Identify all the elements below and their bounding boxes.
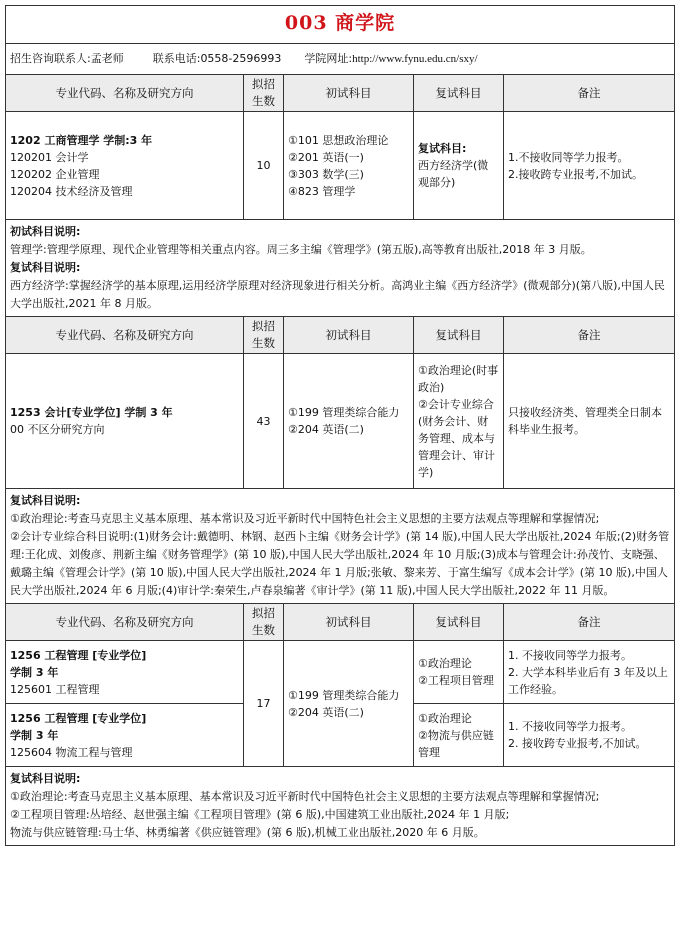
header-major: 专业代码、名称及研究方向 — [6, 604, 244, 641]
admissions-table — [5, 5, 675, 846]
initial-subject: ②204 英语(二) — [288, 705, 364, 719]
section3-retest-b — [414, 704, 504, 767]
header-retest: 复试科目 — [414, 75, 504, 112]
section1-remark — [504, 112, 675, 220]
section1-major-item: 120202 企业管理 — [10, 167, 100, 181]
section2-initial — [284, 354, 414, 489]
header-retest: 复试科目 — [414, 317, 504, 354]
contact-site-link[interactable]: http://www.fynu.edu.cn/sxy/ — [352, 53, 478, 65]
header-plan: 拟招生数 — [244, 75, 284, 112]
initial-subject: ②201 英语(一) — [288, 150, 364, 164]
header-initial: 初试科目 — [284, 75, 414, 112]
initial-subject: ③303 数学(三) — [288, 167, 364, 181]
page-title: 003 商学院 — [284, 12, 396, 34]
retest-item: ①政治理论 — [418, 657, 472, 670]
initial-subject: ④823 管理学 — [288, 184, 356, 198]
section3-major-sub: 学制 3 年 — [10, 665, 59, 679]
note-body: 管理学:管理学原理、现代企业管理等相关重点内容。周三多主编《管理学》(第五版),高等教育出版社,2018 年 3 月版。 — [10, 243, 592, 256]
note-title: 初试科目说明: — [10, 225, 81, 238]
section3-major-title: 1256 工程管理 [专业学位] — [10, 648, 147, 662]
section3-major-a — [6, 641, 244, 704]
section1-row — [6, 112, 675, 220]
section1-major-title: 1202 工商管理学 学制:3 年 — [10, 133, 153, 147]
note-body: 物流与供应链管理:马士华、林勇编著《供应链管理》(第 6 版),机械工业出版社,2020 年 6 月版。 — [10, 826, 485, 839]
section2-major — [6, 354, 244, 489]
initial-subject: ①101 思想政治理论 — [288, 133, 389, 147]
header-remark: 备注 — [504, 75, 675, 112]
initial-subject: ①199 管理类综合能力 — [288, 688, 400, 702]
section1-initial — [284, 112, 414, 220]
retest-item: ②会计专业综合(财务会计、财务管理、成本与管理会计、审计学) — [418, 397, 495, 479]
section3-major-sub: 学制 3 年 — [10, 728, 59, 742]
section1-major-item: 120204 技术经济及管理 — [10, 184, 133, 198]
section3-remark-b — [504, 704, 675, 767]
section3-plan: 17 — [244, 641, 284, 767]
section1-major-item: 120201 会计学 — [10, 150, 89, 164]
section1-retest — [414, 112, 504, 220]
initial-subject: ②204 英语(二) — [288, 423, 364, 436]
note-body: 西方经济学:掌握经济学的基本原理,运用经济学原理对经济现象进行相关分析。高鸿业主编《西方经济学》(微观部分)(第八版),中国人民大学出版社,2021 年 8 月版。 — [10, 279, 665, 310]
section2-major-title: 1253 会计[专业学位] 学制 3 年 — [10, 406, 173, 419]
remark-line: 2. 接收跨专业报考,不加试。 — [508, 737, 647, 750]
retest-item: ①政治理论(时事政治) — [418, 363, 499, 394]
header-major: 专业代码、名称及研究方向 — [6, 317, 244, 354]
section2-plan: 43 — [244, 354, 284, 489]
header-plan: 拟招生数 — [244, 317, 284, 354]
title-cell — [6, 6, 675, 44]
note-body: ①政治理论:考查马克思主义基本原理、基本常识及习近平新时代中国特色社会主义思想的主要方法观点等理解和掌握情况; — [10, 790, 600, 803]
header-remark: 备注 — [504, 317, 675, 354]
section3-retest-a — [414, 641, 504, 704]
remark-line: 1. 不接收同等学力报考。 — [508, 648, 632, 662]
header-row — [6, 604, 675, 641]
note-body: ②会计专业综合科目说明:(1)财务会计:戴德明、林钢、赵西卜主编《财务会计学》(第 14 版),中国人民大学出版社,2024 年版;(2)财务管理:王化成、刘俊彦、荆新主编《财务管理学》(第 10 版),中国人民大学出版社,2024 年 10 月版;(3)成本与管理会计:孙茂竹、支晓强、戴璐主编《管理会计学》(第 10 版),中国人民大学出版社,2024 年 1 月版;张敏、黎来芳、于富生编写《成本会计学》(第 10 版),中国人民大学出版社,2024 年 6 月版;(4)审计学:秦荣生,卢春泉编著《审计学》(第 11 版),中国人民大学出版社,2022 年 11 月版。 — [10, 530, 670, 597]
retest-item: ②工程项目管理 — [418, 674, 494, 687]
section2-remark: 只接收经济类、管理类全日制本科毕业生报考。 — [504, 354, 675, 489]
section2-major-sub: 00 不区分研究方向 — [10, 423, 105, 436]
section2-retest — [414, 354, 504, 489]
header-major: 专业代码、名称及研究方向 — [6, 75, 244, 112]
retest-item: ①政治理论 — [418, 711, 472, 725]
retest-title: 复试科目: — [418, 142, 467, 155]
note-title: 复试科目说明: — [10, 772, 81, 785]
contact-row — [6, 44, 675, 75]
contact-site-label: 学院网址: — [304, 52, 353, 65]
note-title: 复试科目说明: — [10, 494, 81, 507]
remark-line: 1. 不接收同等学力报考。 — [508, 720, 632, 733]
contact-person: 孟老师 — [90, 52, 124, 65]
section3-major-title: 1256 工程管理 [专业学位] — [10, 711, 147, 725]
section1-plan: 10 — [244, 112, 284, 220]
section3-major-sub: 125604 物流工程与管理 — [10, 745, 133, 759]
admissions-page — [5, 5, 674, 846]
section3-initial — [284, 641, 414, 767]
retest-body: 西方经济学(微观部分) — [418, 159, 489, 189]
remark-line: 2.接收跨专业报考,不加试。 — [508, 167, 643, 181]
section3-remark-a — [504, 641, 675, 704]
section2-notes — [6, 489, 675, 604]
contact-phone: 0558-2596993 — [200, 52, 282, 65]
section3-row-a — [6, 641, 675, 704]
header-initial: 初试科目 — [284, 604, 414, 641]
header-plan: 拟招生数 — [244, 604, 284, 641]
header-remark: 备注 — [504, 604, 675, 641]
header-retest: 复试科目 — [414, 604, 504, 641]
note-body: ①政治理论:考查马克思主义基本原理、基本常识及习近平新时代中国特色社会主义思想的主要方法观点等理解和掌握情况; — [10, 512, 600, 525]
section1-major — [6, 112, 244, 220]
section3-notes — [6, 767, 675, 846]
initial-subject: ①199 管理类综合能力 — [288, 406, 400, 419]
header-row — [6, 317, 675, 354]
remark-line: 1.不接收同等学力报考。 — [508, 150, 629, 164]
section3-major-b — [6, 704, 244, 767]
section2-row — [6, 354, 675, 489]
section1-notes — [6, 220, 675, 317]
retest-item: ②物流与供应链管理 — [418, 728, 494, 759]
header-initial: 初试科目 — [284, 317, 414, 354]
header-row — [6, 75, 675, 112]
remark-line: 2. 大学本科毕业后有 3 年及以上工作经验。 — [508, 665, 668, 696]
section3-major-sub: 125601 工程管理 — [10, 682, 100, 696]
note-body: ②工程项目管理:丛培经、赵世强主编《工程项目管理》(第 6 版),中国建筑工业出版社,2024 年 1 月版; — [10, 808, 510, 821]
contact-phone-label: 联系电话: — [152, 52, 201, 65]
note-title: 复试科目说明: — [10, 261, 81, 274]
contact-person-label: 招生咨询联系人: — [10, 52, 91, 65]
